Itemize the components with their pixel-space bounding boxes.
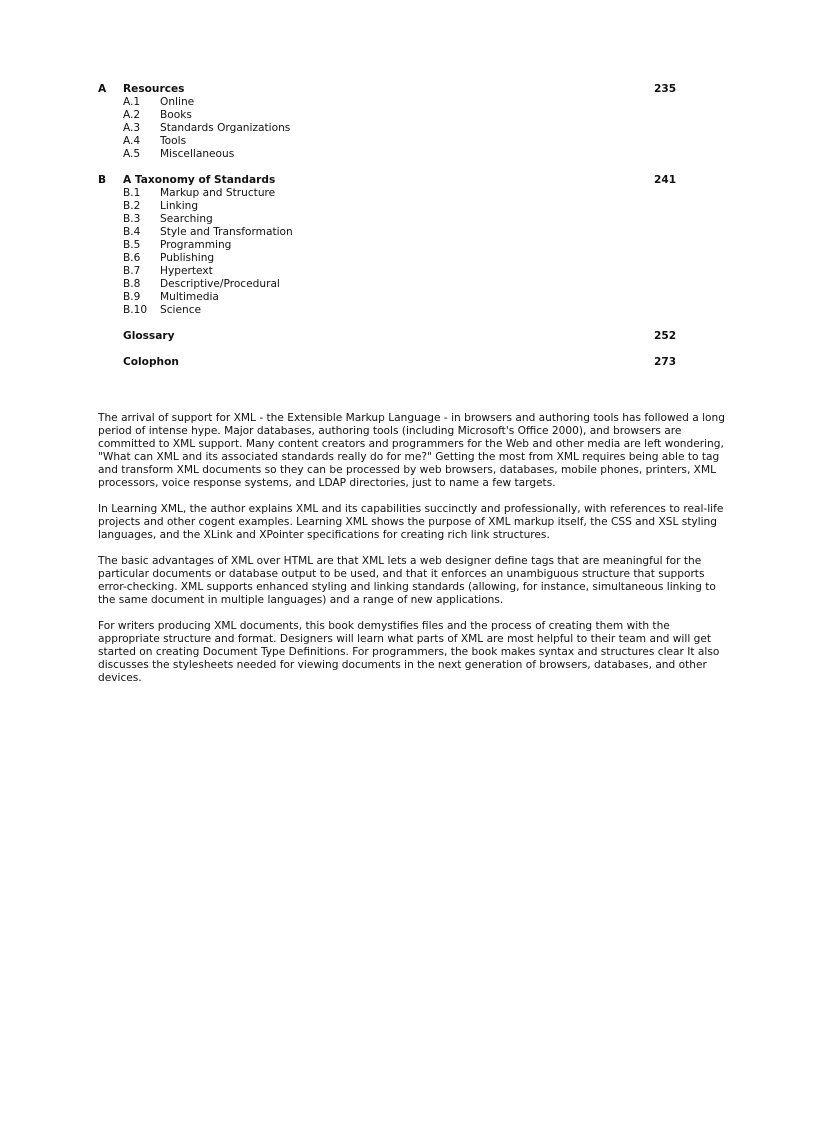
toc-subentry[interactable] <box>98 239 698 252</box>
section-title: Style and Transformation <box>160 226 293 238</box>
appendix-letter: B <box>98 174 107 186</box>
page-number: 252 <box>654 330 677 342</box>
toc-subentry[interactable] <box>98 291 698 304</box>
toc-entry-glossary[interactable] <box>98 330 698 343</box>
book-description <box>98 412 734 698</box>
toc-subentry[interactable] <box>98 96 698 109</box>
section-number: B.2 <box>123 200 141 212</box>
page-number: 235 <box>654 83 677 95</box>
section-title: Searching <box>160 213 213 225</box>
toc-subentry[interactable] <box>98 187 698 200</box>
section-title: Science <box>160 304 202 316</box>
toc-subentry[interactable] <box>98 252 698 265</box>
section-title: Online <box>160 96 195 108</box>
section-number: B.4 <box>123 226 141 238</box>
section-title: Linking <box>160 200 199 212</box>
toc-subentry[interactable] <box>98 213 698 226</box>
spacer <box>98 343 698 356</box>
toc-subentry[interactable] <box>98 226 698 239</box>
entry-title: Glossary <box>123 330 175 342</box>
spacer <box>98 317 698 330</box>
section-number: A.1 <box>123 96 141 108</box>
section-number: B.6 <box>123 252 141 264</box>
section-number: A.2 <box>123 109 141 121</box>
appendix-title: Resources <box>123 83 185 95</box>
section-title: Descriptive/Procedural <box>160 278 280 290</box>
section-title: Books <box>160 109 192 121</box>
toc-subentry[interactable] <box>98 278 698 291</box>
table-of-contents <box>98 83 698 369</box>
description-paragraph: The basic advantages of XML over HTML are that XML lets a web designer define tags that are meaningful for the particular documents or database output to be used, and that it enforces an unambiguous structure that supports error-checking. XML supports enhanced styling and linking standards (allowing, for instance, simultaneous linking to the same document in multiple languages) and a range of new applications. <box>98 555 716 606</box>
section-number: B.3 <box>123 213 141 225</box>
toc-subentry[interactable] <box>98 265 698 278</box>
toc-subentry[interactable] <box>98 304 698 317</box>
description-paragraph: In Learning XML, the author explains XML and its capabilities succinctly and professionally, with references to real-life projects and other cogent examples. Learning XML shows the purpose of XML markup itself, the CSS and XSL styling languages, and the XLink and XPointer specifications for creating rich link structures. <box>98 503 724 541</box>
page-number: 273 <box>654 356 677 368</box>
description-paragraph: The arrival of support for XML - the Extensible Markup Language - in browsers and authoring tools has followed a long period of intense hype. Major databases, authoring tools (including Microsoft's Office 2000), and browsers are committed to XML support. Many content creators and programmers for the Web and other media are left wondering, "What can XML and its associated standards really do for me?" Getting the most from XML requires being able to tag and transform XML documents so they can be processed by web browsers, databases, mobile phones, printers, XML processors, voice response systems, and LDAP directories, just to name a few targets. <box>98 412 725 489</box>
section-number: A.5 <box>123 148 141 160</box>
description-paragraph: For writers producing XML documents, this book demystifies files and the process of creating them with the appropriate structure and format. Designers will learn what parts of XML are most helpful to their team and will get started on creating Document Type Definitions. For programmers, the book makes syntax and structures clear It also discusses the stylesheets needed for viewing documents in the next generation of browsers, databases, and other devices. <box>98 620 720 684</box>
toc-subentry[interactable] <box>98 135 698 148</box>
toc-subentry[interactable] <box>98 200 698 213</box>
toc-subentry[interactable] <box>98 109 698 122</box>
section-title: Miscellaneous <box>160 148 235 160</box>
section-title: Programming <box>160 239 232 251</box>
section-number: B.8 <box>123 278 141 290</box>
section-title: Publishing <box>160 252 215 264</box>
section-number: B.7 <box>123 265 141 277</box>
toc-entry-colophon[interactable] <box>98 356 698 369</box>
toc-entry-appendix-b[interactable] <box>98 174 698 187</box>
section-title: Hypertext <box>160 265 213 277</box>
toc-subentry[interactable] <box>98 122 698 135</box>
section-title: Markup and Structure <box>160 187 276 199</box>
section-number: B.1 <box>123 187 141 199</box>
section-title: Tools <box>160 135 187 147</box>
page-number: 241 <box>654 174 677 186</box>
section-number: A.3 <box>123 122 141 134</box>
entry-title: Colophon <box>123 356 179 368</box>
section-number: B.9 <box>123 291 141 303</box>
appendix-letter: A <box>98 83 107 95</box>
section-number: B.5 <box>123 239 141 251</box>
toc-subentry[interactable] <box>98 148 698 161</box>
spacer <box>98 161 698 174</box>
section-title: Multimedia <box>160 291 219 303</box>
appendix-title: A Taxonomy of Standards <box>123 174 276 186</box>
section-title: Standards Organizations <box>160 122 291 134</box>
toc-entry-appendix-a[interactable] <box>98 83 698 96</box>
section-number: B.10 <box>123 304 148 316</box>
section-number: A.4 <box>123 135 141 147</box>
